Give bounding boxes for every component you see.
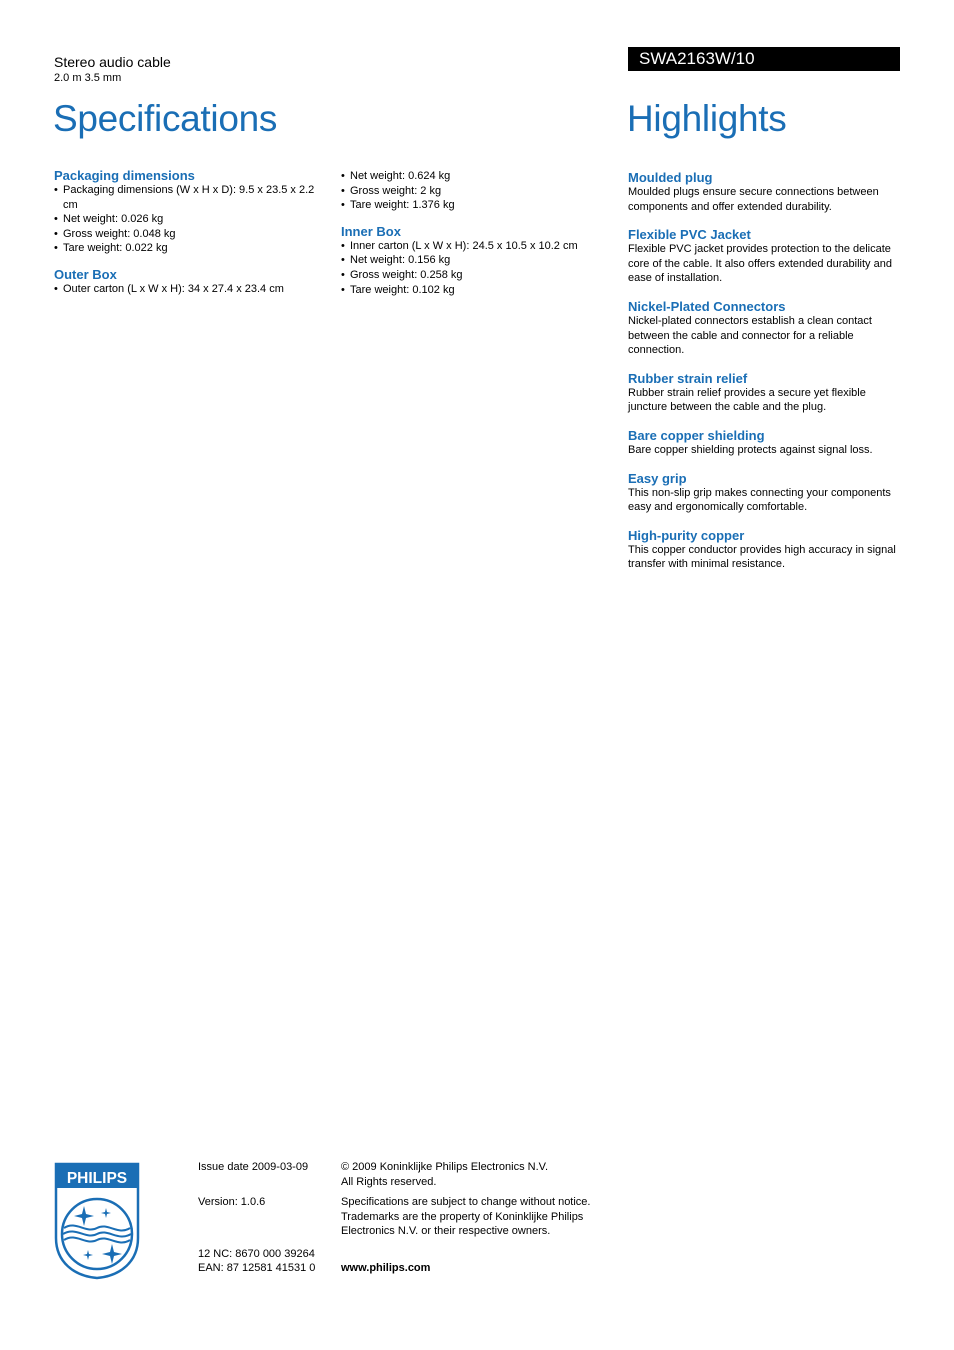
philips-shield-logo [54,1162,140,1280]
spec-item: • Tare weight: 1.376 kg [341,198,611,213]
highlight-text: This copper conductor provides high accuracy in signal transfer with minimal resistance. [628,543,896,571]
highlight-text: Flexible PVC jacket provides protection to the delicate core of the cable. It also offers extended durability and ease of installation. [628,243,892,285]
specs-column-1 [54,168,324,297]
highlight-title: Flexible PVC Jacket [628,227,751,243]
spec-item: • Net weight: 0.026 kg [54,212,324,227]
issue-date: Issue date 2009-03-09 [198,1161,309,1173]
notice-line: Trademarks are the property of Koninklijke Philips [341,1210,584,1223]
product-subtitle: 2.0 m 3.5 mm [54,72,122,84]
copyright-line: All Rights reserved. [341,1175,437,1188]
highlight-title: Rubber strain relief [628,370,748,386]
spec-item: • Gross weight: 0.048 kg [54,227,324,242]
spec-item: • Outer carton (L x W x H): 34 x 27.4 x 23.4 cm [54,282,324,297]
copyright-line: © 2009 Koninklijke Philips Electronics N.V. [341,1161,549,1173]
highlight-title: High-purity copper [628,527,745,543]
highlight-text: Bare copper shielding protects against signal loss. [628,443,873,456]
model-number-bar: SWA2163W/10 [628,47,900,71]
highlight-text: Moulded plugs ensure secure connections between components and offer extended durability. [628,186,879,213]
specs-column-2 [341,169,611,297]
spec-item: • Packaging dimensions (W x H x D): 9.5 x 23.5 x 2.2 cm [54,183,324,212]
highlight-item [628,428,908,458]
version: Version: 1.0.6 [198,1196,266,1208]
outer-box-list [54,282,324,297]
highlight-title: Easy grip [628,470,687,486]
outer-box-list-continued [341,169,611,213]
highlight-item [628,299,908,358]
logo-wordmark: PHILIPS [66,1170,128,1187]
product-name: Stereo audio cable [54,54,171,70]
website-link[interactable]: www.philips.com [341,1262,431,1274]
highlight-text: Rubber strain relief provides a secure yet flexible juncture between the cable and the plug. [628,386,866,414]
section-heading-inner-box: Inner Box [341,223,401,239]
spec-notice [341,1195,601,1239]
spec-item: • Net weight: 0.624 kg [341,169,611,184]
highlight-title: Moulded plug [628,170,713,185]
highlight-item [628,170,908,214]
highlight-title: Nickel-Plated Connectors [628,298,786,314]
spec-item: • Tare weight: 0.102 kg [341,283,611,298]
spec-item: • Net weight: 0.156 kg [341,253,611,268]
notice-line: Electronics N.V. or their respective owners. [341,1225,551,1238]
copyright [341,1160,601,1189]
specifications-title: Specifications [53,98,278,139]
packaging-list [54,183,324,256]
highlight-item [628,471,908,515]
spec-item: • Tare weight: 0.022 kg [54,241,324,256]
highlight-item [628,528,908,572]
ean-code: EAN: 87 12581 41531 0 [198,1262,316,1274]
highlight-item [628,371,908,415]
spec-item: • Inner carton (L x W x H): 24.5 x 10.5 x 10.2 cm [341,239,611,254]
nc-code: 12 NC: 8670 000 39264 [198,1248,315,1260]
spec-item: • Gross weight: 0.258 kg [341,268,611,283]
highlight-item [628,227,908,286]
highlights-list [628,170,908,585]
section-heading-packaging: Packaging dimensions [54,168,195,183]
spec-item: • Gross weight: 2 kg [341,184,611,199]
notice-line: Specifications are subject to change without notice. [341,1196,591,1208]
highlights-title: Highlights [627,98,787,139]
inner-box-list [341,239,611,297]
section-heading-outer-box: Outer Box [54,266,117,282]
highlight-text: Nickel-plated connectors establish a clean contact between the cable and connector for a reliable connection. [628,314,872,357]
highlight-title: Bare copper shielding [628,427,765,443]
highlight-text: This non-slip grip makes connecting your components easy and ergonomically comfortable. [628,486,891,514]
